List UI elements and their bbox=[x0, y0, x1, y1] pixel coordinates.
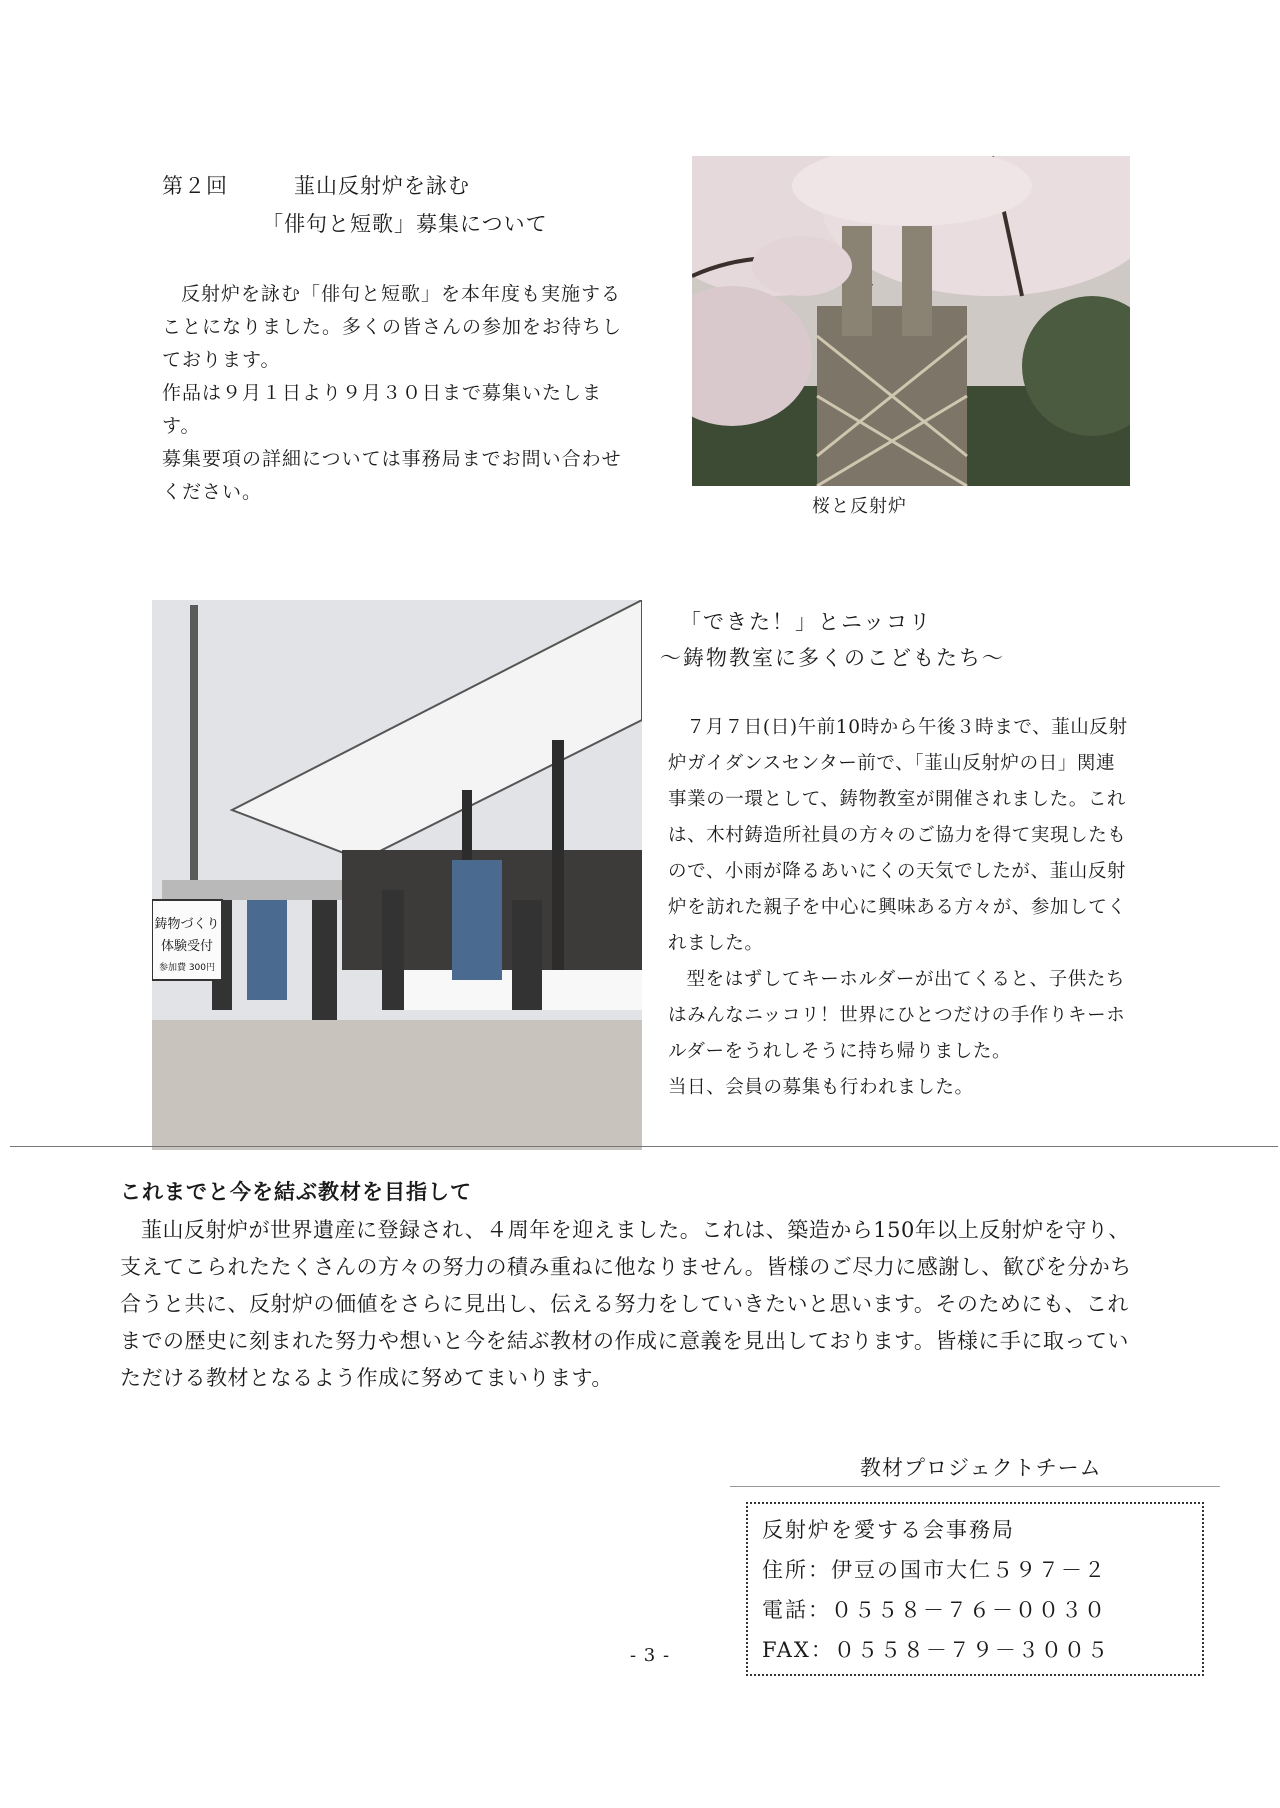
contact-name: 反射炉を愛する会事務局 bbox=[762, 1518, 1015, 1542]
casting-paragraph: 当日、会員の募集も行われました。 bbox=[668, 1077, 974, 1098]
materials-paragraph: 韮山反射炉が世界遺産に登録され、４周年を迎えました。これは、築造から150年以上反射炉を守り、支えてこられたたくさんの方々の努力の積み重ねに他なりません。皆様のご尽力に感謝し、歓びを分かち合うと共に、反射炉の価値をさらに見出し、伝える努力をしていきたいと思います。そのためにも、これまでの歴史に刻まれた努力や想いと今を結ぶ教材の作成に意義を見出しております。皆様に手に取っていただける教材となるよう作成に努めてまいります。 bbox=[120, 1218, 1132, 1390]
casting-title-line2: ～鋳物教室に多くのこどもたち～ bbox=[660, 646, 1005, 670]
casting-paragraph: 型をはずしてキーホルダーが出てくると、子供たちはみんなニッコリ！世界にひとつだけの手作りキーホルダーをうれしそうに持ち帰りました。 bbox=[668, 969, 1126, 1062]
haiku-paragraph: 作品は９月１日より９月３０日まで募集いたします。 bbox=[162, 382, 603, 437]
page-number: - 3 - bbox=[630, 1645, 671, 1666]
photo-caption: 桜と反射炉 bbox=[812, 496, 907, 517]
materials-title: これまでと今を結ぶ教材を目指して bbox=[120, 1179, 472, 1204]
haiku-paragraph: 反射炉を詠む「俳句と短歌」を本年度も実施することになりました。多くの皆さんの参加をお待ちしております。 bbox=[162, 283, 623, 371]
casting-body bbox=[668, 710, 1130, 1106]
project-team-signature: 教材プロジェクトチーム bbox=[860, 1456, 1102, 1480]
sign-line2: 体験受付 bbox=[160, 939, 214, 954]
casting-paragraph: ７月７日(日)午前10時から午後３時まで、韮山反射炉ガイダンスセンター前で、「韮山反射炉の日」関連事業の一環として、鋳物教室が開催されました。これは、木村鋳造所社員の方々のご協力を得て実現したもので、小雨が降るあいにくの天気でしたが、韮山反射炉を訪れた親子を中心に興味ある方々が、参加してくれました。 bbox=[668, 717, 1128, 954]
signature-underline bbox=[730, 1486, 1220, 1487]
section-divider bbox=[10, 1146, 1278, 1147]
casting-title-line1: 「できた！」とニッコリ bbox=[680, 610, 933, 634]
contact-box bbox=[746, 1502, 1204, 1676]
haiku-title-line2: 「俳句と短歌」募集について bbox=[262, 212, 548, 236]
haiku-title-line1: 第２回 韮山反射炉を詠む bbox=[162, 174, 470, 198]
materials-body bbox=[120, 1212, 1140, 1397]
haiku-paragraph: 募集要項の詳細については事務局までお問い合わせください。 bbox=[162, 448, 622, 503]
sign-line3: 参加費 300円 bbox=[158, 963, 216, 973]
contact-fax: FAX：０５５８－７９－３００５ bbox=[762, 1638, 1110, 1662]
sign-line1: 鋳物づくり bbox=[154, 917, 220, 932]
cherry-furnace-photo bbox=[692, 156, 1130, 486]
haiku-body bbox=[162, 278, 632, 509]
casting-class-photo bbox=[152, 600, 642, 1150]
contact-address: 住所：伊豆の国市大仁５９７－２ bbox=[762, 1558, 1107, 1582]
contact-phone: 電話：０５５８－７６－００３０ bbox=[762, 1598, 1107, 1622]
